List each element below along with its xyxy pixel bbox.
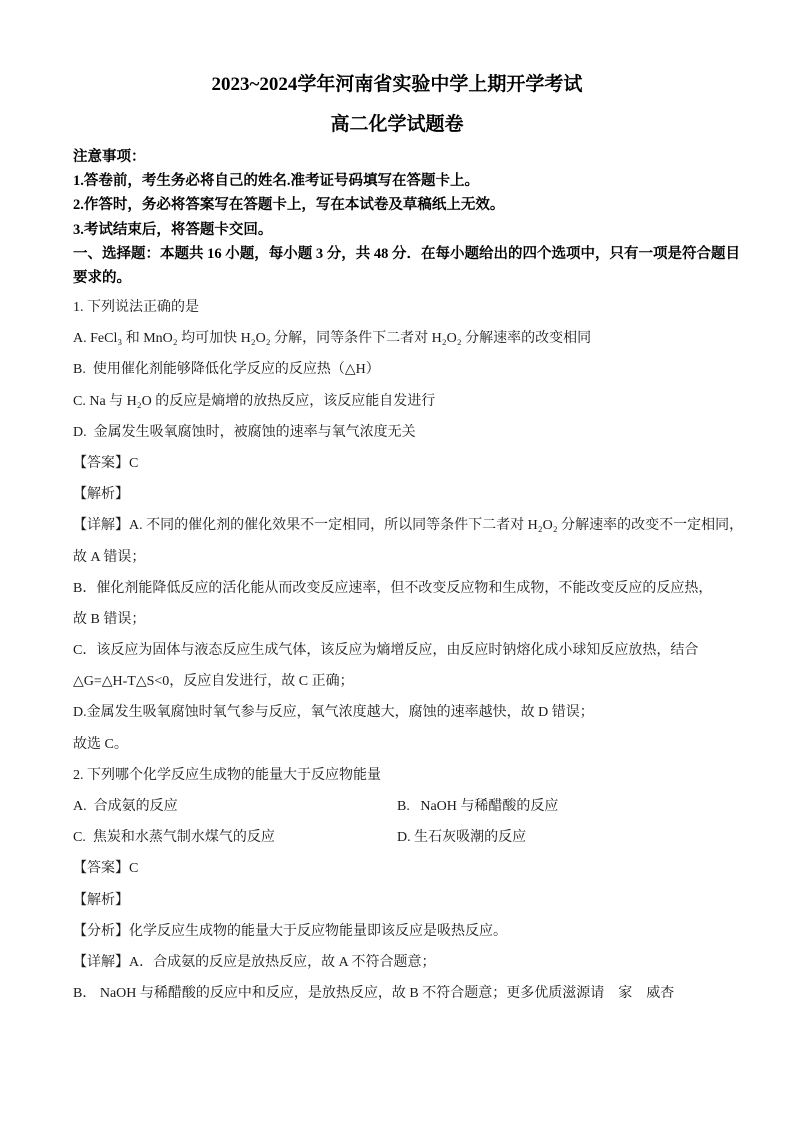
question-1-analysis-label: 【解析】 <box>73 487 129 503</box>
question-2-explanation-line: 【分析】化学反应生成物的能量大于反应物能量即该反应是吸热反应。 <box>73 923 507 939</box>
question-1-option-b: B. 使用催化剂能够降低化学反应的反应热（△H） <box>73 362 380 378</box>
question-2-stem: 2. 下列哪个化学反应生成物的能量大于反应物能量 <box>73 767 381 783</box>
question-1-explanation-line: 【详解】A. 不同的催化剂的催化效果不一定相同，所以同等条件下二者对 H₂O₂ 分解速率的改变不一定相同， <box>73 518 744 534</box>
page-subtitle: 高二化学试题卷 <box>330 114 464 135</box>
question-2-answer: 【答案】C <box>73 861 139 877</box>
question-2-option-b: B. NaOH 与稀醋酸的反应 <box>397 799 559 814</box>
question-1-explanation-line: 故 B 错误； <box>73 611 146 627</box>
question-1-explanation-line: 故选 C。 <box>73 736 128 752</box>
notice-block <box>73 145 773 290</box>
question-2-option-d: D. 生石灰吸潮的反应 <box>397 830 527 846</box>
notice-item: 3.考试结束后，将答题卡交回。 <box>73 221 273 238</box>
question-1-explanation-line: B．催化剂能降低反应的活化能从而改变反应速率，但不改变反应物和生成物，不能改变反应的反应热， <box>73 580 713 596</box>
page-title: 2023~2024学年河南省实验中学上期开学考试 <box>211 74 583 95</box>
question-2-options-row <box>73 822 773 853</box>
section-heading-continued: 要求的。 <box>73 269 131 286</box>
notice-item: 2.作答时，务必将答案写在答题卡上，写在本试卷及草稿纸上无效。 <box>73 197 505 214</box>
questions-block <box>73 292 773 1009</box>
question-1-explanation-line: △G=△H-T△S<0，反应自发进行，故 C 正确； <box>73 674 354 690</box>
question-1-stem: 1. 下列说法正确的是 <box>73 300 199 315</box>
question-2-explanation-line: B． NaOH 与稀醋酸的反应中和反应，是放热反应，故 B 不符合题意；更多优质滋源请 家 威杏 <box>73 986 675 1002</box>
question-2-analysis-label: 【解析】 <box>73 892 129 908</box>
notice-item: 1.答卷前，考生务必将自己的姓名.准考证号码填写在答题卡上。 <box>73 173 479 190</box>
question-1-explanation-line: D.金属发生吸氧腐蚀时氧气参与反应，氧气浓度越大，腐蚀的速率越快，故 D 错误； <box>73 705 594 721</box>
question-1-answer: 【答案】C <box>73 455 139 471</box>
question-2-options-row <box>73 791 773 822</box>
question-2-option-c: C. 焦炭和水蒸气制水煤气的反应 <box>73 830 275 846</box>
question-1-explanation-line: 故 A 错误； <box>73 549 146 565</box>
section-heading: 一、选择题：本题共 16 小题，每小题 3 分，共 48 分．在每小题给出的四个选项中，只有一项是符合题目 <box>73 245 740 262</box>
question-1-explanation-line: C．该反应为固体与液态反应生成气体，该反应为熵增反应，由反应时钠熔化成小球知反应放热，结合 <box>73 643 699 659</box>
question-1-option-a: A. FeCl₃ 和 MnO₂ 均可加快 H₂O₂ 分解，同等条件下二者对 H₂O₂ 分解速率的改变相同 <box>73 331 592 347</box>
notice-heading: 注意事项： <box>73 149 146 165</box>
question-2-explanation-line: 【详解】A．合成氨的反应是放热反应，故 A 不符合题意； <box>73 954 436 970</box>
question-1-option-c: C. Na 与 H₂O 的反应是熵增的放热反应，该反应能自发进行 <box>73 393 436 409</box>
question-2-option-a: A. 合成氨的反应 <box>73 799 178 814</box>
question-1-option-d: D. 金属发生吸氧腐蚀时，被腐蚀的速率与氧气浓度无关 <box>73 424 416 440</box>
